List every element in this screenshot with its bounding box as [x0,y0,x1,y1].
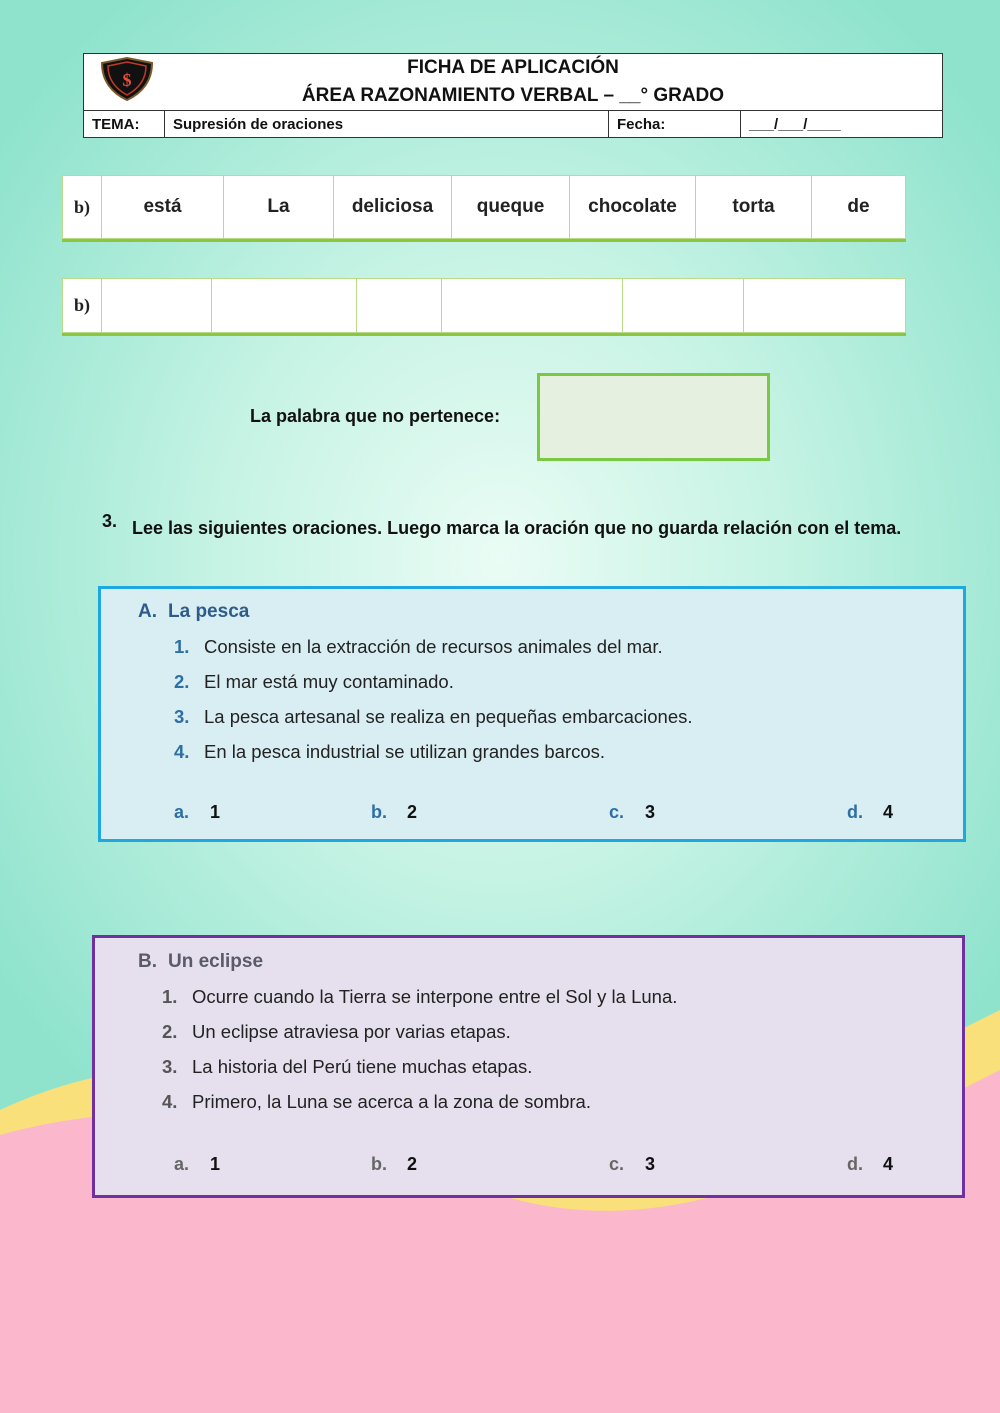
sentence-number: 1. [174,636,190,657]
answer-slot[interactable] [102,279,212,333]
sentence-number: 3. [162,1056,178,1077]
option-a[interactable] [174,802,220,823]
sentence-item [174,705,693,740]
option-b[interactable] [371,1154,417,1175]
sentence-text: El mar está muy contaminado. [204,671,454,692]
sentence-text: Un eclipse atraviesa por varias etapas. [192,1021,511,1042]
option-d[interactable] [847,802,893,823]
sentence-number: 1. [162,986,178,1007]
word-cell[interactable]: está [102,176,224,239]
not-belong-answer-box[interactable] [537,373,770,461]
section-b-title [138,951,263,973]
option-letter: d. [847,802,863,822]
option-letter: a. [174,1154,190,1174]
sentence-item [162,1090,677,1125]
section-a-pesca [98,586,966,842]
sentence-item [162,1020,677,1055]
answer-slots-table [62,278,906,333]
header-table [83,53,943,138]
section-b-eclipse [92,935,965,1198]
answer-slot[interactable] [744,279,906,333]
section-b-title-text: Un eclipse [168,951,264,972]
header-title-line1: FICHA DE APLICACIÓN [407,57,619,78]
header-title-cell [84,54,943,111]
row-label: b) [63,279,102,333]
section-a-sentences [174,635,693,775]
option-value: 4 [883,1154,894,1174]
option-letter: d. [847,1154,863,1174]
option-letter: a. [174,802,190,822]
sentence-item [174,740,693,775]
question-number: 3. [102,511,118,531]
answer-slot[interactable] [212,279,357,333]
sentence-item [174,670,693,705]
sentence-text: La pesca artesanal se realiza en pequeñas embarcaciones. [204,706,693,727]
sentence-number: 4. [162,1091,178,1112]
school-shield-logo [98,57,156,101]
not-belong-label: La palabra que no pertenece: [250,406,501,426]
option-letter: b. [371,802,387,822]
option-value: 2 [407,802,418,822]
option-value: 4 [883,802,894,822]
answer-slot[interactable] [623,279,744,333]
sentence-number: 4. [174,741,190,762]
header-title-line2: ÁREA RAZONAMIENTO VERBAL – __° GRADO [301,85,725,106]
answer-slot[interactable] [357,279,442,333]
svg-text:$: $ [122,70,132,90]
answer-slot[interactable] [442,279,623,333]
option-letter: c. [609,802,625,822]
fecha-label: Fecha: [609,111,741,138]
section-b-sentences [162,985,677,1125]
option-letter: b. [371,1154,387,1174]
sentence-number: 2. [174,671,190,692]
option-value: 2 [407,1154,418,1174]
section-a-title [138,601,249,623]
option-b[interactable] [371,802,417,823]
sentence-text: Ocurre cuando la Tierra se interpone entre el Sol y la Luna. [192,986,678,1007]
option-a[interactable] [174,1154,220,1175]
word-cell[interactable]: La [224,176,334,239]
word-cell[interactable]: torta [696,176,812,239]
sentence-item [162,985,677,1020]
option-d[interactable] [847,1154,893,1175]
sentence-item [162,1055,677,1090]
tema-value: Supresión de oraciones [165,111,609,138]
section-a-title-text: La pesca [168,601,250,622]
option-value: 1 [210,802,221,822]
sentence-text: Primero, la Luna se acerca a la zona de sombra. [192,1091,591,1112]
word-cell[interactable]: de [812,176,906,239]
sentence-item [174,635,693,670]
sentence-number: 2. [162,1021,178,1042]
question-text: Lee las siguientes oraciones. Luego marca la oración que no guarda relación con el tema. [132,518,902,538]
word-cell[interactable]: queque [452,176,570,239]
option-value: 3 [645,1154,656,1174]
scrambled-words-table [62,175,906,239]
option-value: 1 [210,1154,221,1174]
section-a-letter: A. [138,601,157,622]
word-cell[interactable]: chocolate [570,176,696,239]
sentence-text: La historia del Perú tiene muchas etapas. [192,1056,533,1077]
option-c[interactable] [609,1154,655,1175]
section-b-letter: B. [138,951,157,972]
sentence-number: 3. [174,706,190,727]
row-label: b) [63,176,102,239]
fecha-value: ___/___/____ [741,111,943,138]
sentence-text: Consiste en la extracción de recursos animales del mar. [204,636,663,657]
option-c[interactable] [609,802,655,823]
sentence-text: En la pesca industrial se utilizan grandes barcos. [204,741,606,762]
option-letter: c. [609,1154,625,1174]
word-cell[interactable]: deliciosa [334,176,452,239]
option-value: 3 [645,802,656,822]
tema-label: TEMA: [84,111,165,138]
